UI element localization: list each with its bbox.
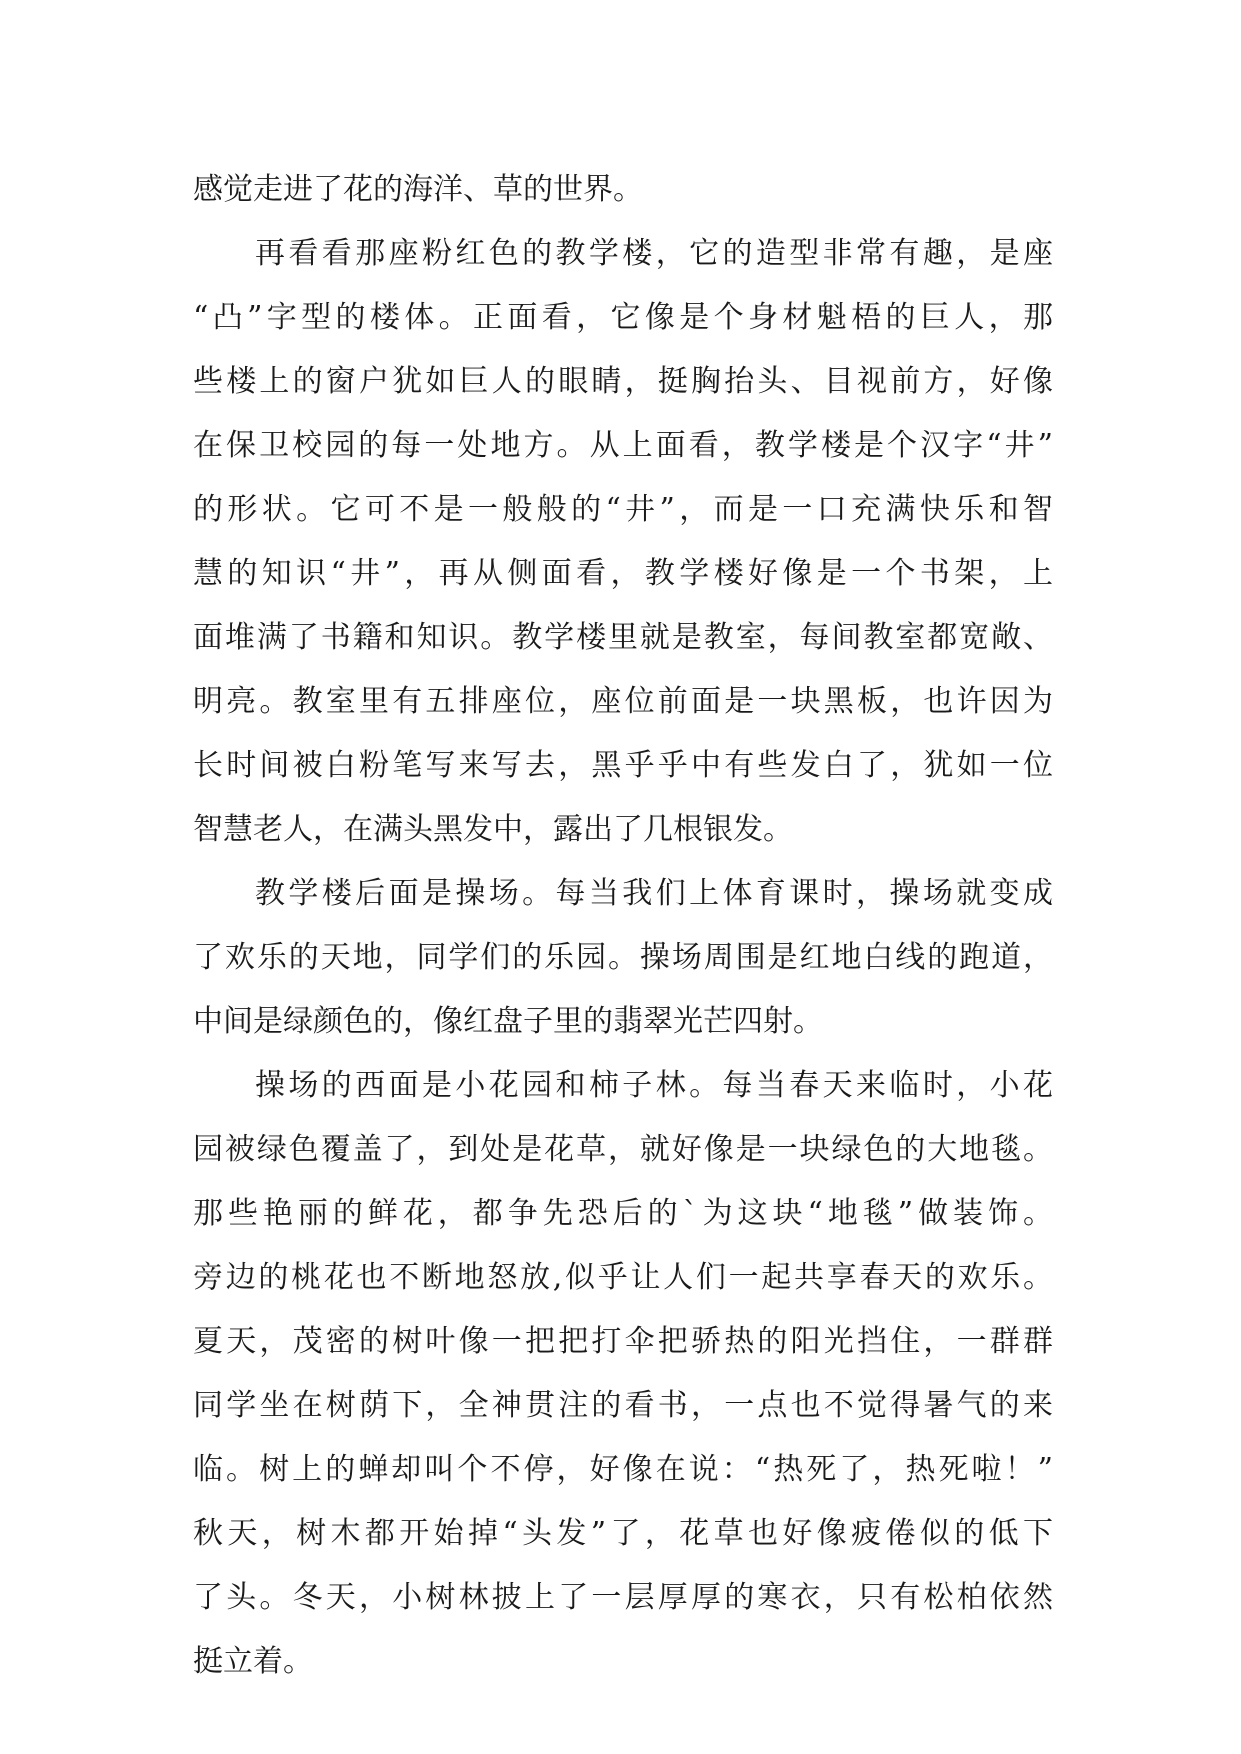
paragraph-first-line: 操场的西面是小花园和柿子林。每当春天来临时，小花 xyxy=(255,1068,1053,1103)
text-line: 同学坐在树荫下，全神贯注的看书，一点也不觉得暑气的来 xyxy=(193,1388,1053,1423)
text-line: 在保卫校园的每一处地方。从上面看，教学楼是个汉字“井” xyxy=(193,428,1053,463)
text-line: 秋天，树木都开始掉“头发”了，花草也好像疲倦似的低下 xyxy=(193,1516,1053,1551)
text-line: 明亮。教室里有五排座位，座位前面是一块黑板，也许因为 xyxy=(193,684,1053,719)
text-line: 园被绿色覆盖了，到处是花草，就好像是一块绿色的大地毯。 xyxy=(193,1132,1053,1167)
text-line: 长时间被白粉笔写来写去，黑乎乎中有些发白了，犹如一位 xyxy=(193,748,1053,783)
text-line: 面堆满了书籍和知识。教学楼里就是教室，每间教室都宽敞、 xyxy=(193,620,1053,655)
text-line: 中间是绿颜色的，像红盘子里的翡翠光芒四射。 xyxy=(193,1004,823,1039)
text-line: 智慧老人，在满头黑发中，露出了几根银发。 xyxy=(193,812,793,847)
text-line: 旁边的桃花也不断地怒放,似乎让人们一起共享春天的欢乐。 xyxy=(193,1260,1053,1295)
paragraph-first-line: 教学楼后面是操场。每当我们上体育课时，操场就变成 xyxy=(255,876,1053,911)
text-line: 挺立着。 xyxy=(193,1644,313,1679)
essay-text xyxy=(193,158,1053,1694)
text-line: 了欢乐的天地，同学们的乐园。操场周围是红地白线的跑道， xyxy=(193,940,1053,975)
text-line: “凸”字型的楼体。正面看，它像是个身材魁梧的巨人，那 xyxy=(193,300,1053,335)
text-line: 了头。冬天，小树林披上了一层厚厚的寒衣，只有松柏依然 xyxy=(193,1580,1053,1615)
paragraph-first-line: 再看看那座粉红色的教学楼，它的造型非常有趣，是座 xyxy=(255,236,1053,271)
text-line: 感觉走进了花的海洋、草的世界。 xyxy=(193,172,643,207)
text-line: 临。树上的蝉却叫个不停，好像在说：“热死了，热死啦！” xyxy=(193,1452,1053,1487)
text-line: 慧的知识“井”，再从侧面看，教学楼好像是一个书架，上 xyxy=(193,556,1053,591)
text-line: 些楼上的窗户犹如巨人的眼睛，挺胸抬头、目视前方，好像 xyxy=(193,364,1053,399)
text-line: 的形状。它可不是一般般的“井”，而是一口充满快乐和智 xyxy=(193,492,1053,527)
text-line: 那些艳丽的鲜花，都争先恐后的`为这块“地毯”做装饰。 xyxy=(193,1196,1053,1231)
text-line: 夏天，茂密的树叶像一把把打伞把骄热的阳光挡住，一群群 xyxy=(193,1324,1053,1359)
